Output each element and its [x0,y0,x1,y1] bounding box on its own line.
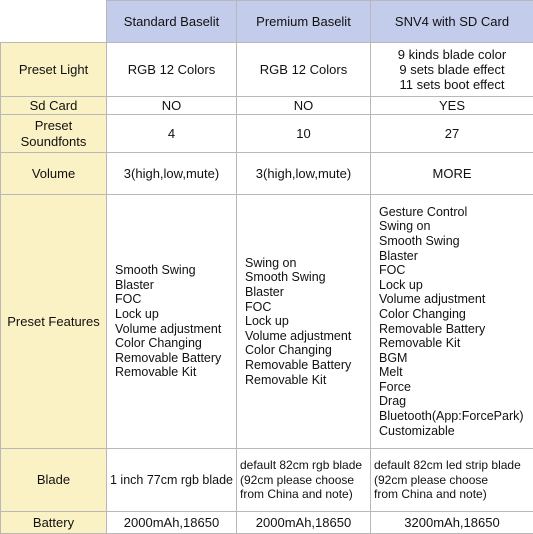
cell-soundfonts-standard: 4 [107,115,237,153]
cell-sd-card-standard: NO [107,97,237,115]
row-battery [1,512,533,534]
feature-item: Removable Kit [115,365,236,380]
cell-battery-premium: 2000mAh,18650 [237,512,371,534]
feature-item: Swing on [245,256,370,271]
row-preset-light [1,43,533,97]
corner-cell [1,1,107,43]
cell-line: default 82cm rgb blade [240,458,370,473]
feature-item: Color Changing [115,336,236,351]
feature-item: Removable Battery [245,358,370,373]
cell-battery-standard: 2000mAh,18650 [107,512,237,534]
row-sd-card [1,97,533,115]
row-label-sd-card: Sd Card [1,97,107,115]
row-label-line: Preset [1,118,106,134]
feature-item: Removable Battery [115,351,236,366]
cell-features-snv4 [371,195,533,449]
feature-item: Drag [379,394,533,409]
cell-line: from China and note) [240,487,370,502]
cell-line: 9 sets blade effect [371,62,533,77]
feature-item: BGM [379,351,533,366]
row-label-soundfonts [1,115,107,153]
feature-item: Lock up [245,314,370,329]
row-soundfonts [1,115,533,153]
feature-item: FOC [379,263,533,278]
header-row [1,1,533,43]
row-label-line: Soundfonts [1,134,106,150]
cell-line: (92cm please choose [240,473,370,488]
cell-blade-snv4 [371,449,533,512]
feature-item: FOC [245,300,370,315]
feature-item: Bluetooth(App:ForcePark) [379,409,533,424]
cell-line: 11 sets boot effect [371,77,533,92]
feature-item: Force [379,380,533,395]
cell-line: from China and note) [374,487,533,502]
row-label-features: Preset Features [1,195,107,449]
row-label-battery: Battery [1,512,107,534]
row-blade [1,449,533,512]
row-volume [1,153,533,195]
feature-item: Gesture Control [379,205,533,220]
row-features [1,195,533,449]
feature-item: Removable Kit [245,373,370,388]
feature-item: Color Changing [379,307,533,322]
feature-item: Swing on [379,219,533,234]
cell-features-premium [237,195,371,449]
cell-soundfonts-snv4: 27 [371,115,533,153]
feature-item: Lock up [115,307,236,322]
cell-battery-snv4: 3200mAh,18650 [371,512,533,534]
feature-item: Customizable [379,424,533,439]
feature-item: Melt [379,365,533,380]
feature-item: Blaster [115,278,236,293]
cell-blade-standard: 1 inch 77cm rgb blade [107,449,237,512]
feature-item: Color Changing [245,343,370,358]
cell-preset-light-standard: RGB 12 Colors [107,43,237,97]
cell-volume-snv4: MORE [371,153,533,195]
cell-preset-light-snv4 [371,43,533,97]
column-header-standard: Standard Baselit [107,1,237,43]
cell-line: default 82cm led strip blade [374,458,533,473]
feature-item: Smooth Swing [115,263,236,278]
feature-item: Blaster [245,285,370,300]
cell-features-standard [107,195,237,449]
feature-item: Blaster [379,249,533,264]
feature-item: Smooth Swing [379,234,533,249]
cell-volume-standard: 3(high,low,mute) [107,153,237,195]
cell-blade-premium [237,449,371,512]
feature-item: FOC [115,292,236,307]
column-header-premium: Premium Baselit [237,1,371,43]
feature-item: Lock up [379,278,533,293]
row-label-blade: Blade [1,449,107,512]
feature-item: Volume adjustment [245,329,370,344]
cell-sd-card-snv4: YES [371,97,533,115]
feature-item: Volume adjustment [115,322,236,337]
cell-sd-card-premium: NO [237,97,371,115]
feature-item: Smooth Swing [245,270,370,285]
row-label-volume: Volume [1,153,107,195]
cell-volume-premium: 3(high,low,mute) [237,153,371,195]
feature-item: Removable Battery [379,322,533,337]
cell-line: 9 kinds blade color [371,47,533,62]
feature-item: Removable Kit [379,336,533,351]
column-header-snv4: SNV4 with SD Card [371,1,533,43]
row-label-preset-light: Preset Light [1,43,107,97]
cell-line: (92cm please choose [374,473,533,488]
feature-item: Volume adjustment [379,292,533,307]
cell-preset-light-premium: RGB 12 Colors [237,43,371,97]
cell-soundfonts-premium: 10 [237,115,371,153]
